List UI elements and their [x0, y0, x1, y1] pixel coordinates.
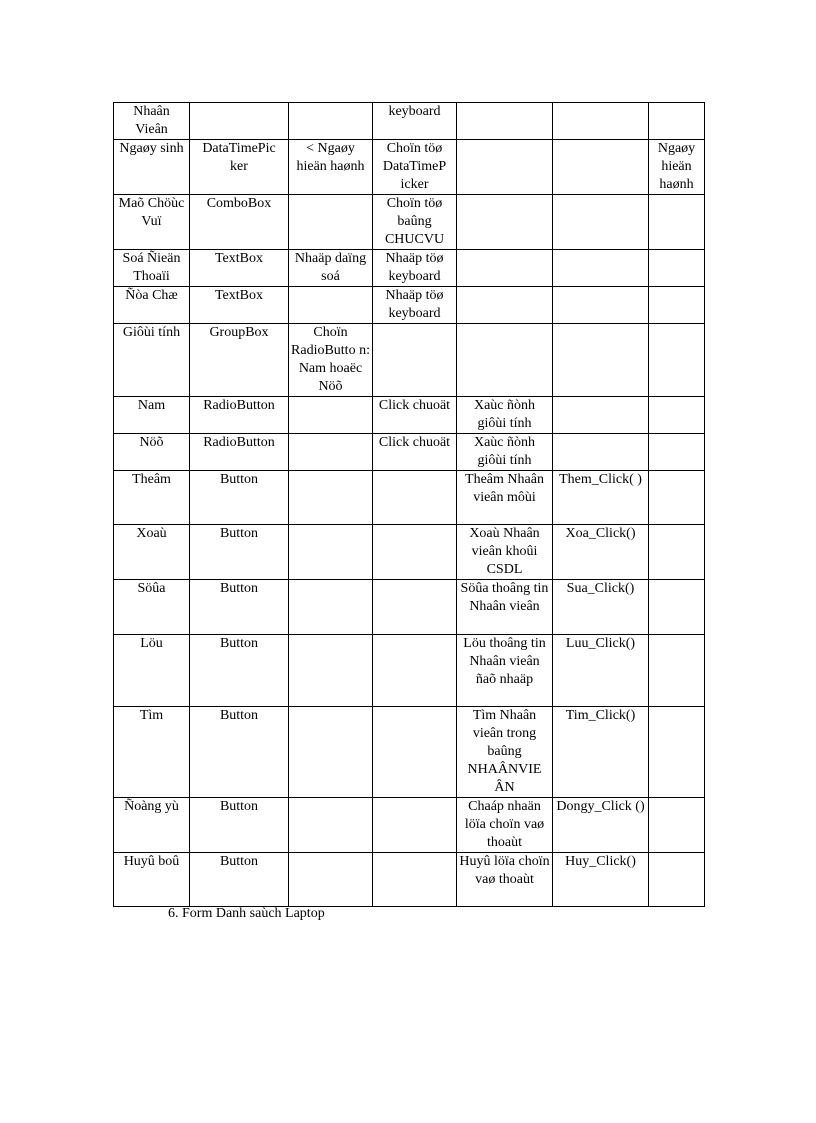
table-cell: Xoa_Click()	[553, 525, 649, 580]
table-cell: Xaùc ñònh giôùi tính	[457, 397, 553, 434]
table-cell: Ñoàng yù	[114, 798, 190, 853]
table-cell	[457, 287, 553, 324]
table-cell	[649, 434, 705, 471]
table-cell: RadioButton	[190, 397, 289, 434]
table-cell: ComboBox	[190, 195, 289, 250]
table-cell	[649, 397, 705, 434]
table-cell: Theâm Nhaân vieân môùi	[457, 471, 553, 525]
table-row	[114, 195, 705, 250]
table-cell	[289, 471, 373, 525]
table-cell	[373, 471, 457, 525]
table-cell: Button	[190, 525, 289, 580]
table-cell: Dongy_Click ()	[553, 798, 649, 853]
table-cell	[553, 397, 649, 434]
table-cell	[289, 707, 373, 798]
table-cell: Xoaù	[114, 525, 190, 580]
table-cell	[649, 707, 705, 798]
table-cell	[289, 580, 373, 635]
table-cell: Soá Ñieän Thoaïi	[114, 250, 190, 287]
table-cell	[289, 798, 373, 853]
controls-table	[113, 102, 705, 907]
table-cell	[649, 287, 705, 324]
table-cell	[649, 195, 705, 250]
table-row	[114, 525, 705, 580]
table-cell	[553, 434, 649, 471]
table-cell: Click chuoät	[373, 434, 457, 471]
table-cell	[373, 635, 457, 707]
table-cell: Nhaäp töø keyboard	[373, 287, 457, 324]
table-cell	[373, 853, 457, 907]
table-cell	[649, 525, 705, 580]
table-cell	[373, 707, 457, 798]
table-row	[114, 635, 705, 707]
table-cell	[373, 324, 457, 397]
table-cell	[649, 250, 705, 287]
table-row	[114, 324, 705, 397]
table-cell: Button	[190, 635, 289, 707]
table-row	[114, 707, 705, 798]
table-cell	[373, 798, 457, 853]
table-cell: Ngaøy hieän haønh	[649, 140, 705, 195]
table-cell	[457, 103, 553, 140]
table-cell	[457, 324, 553, 397]
table-cell	[457, 195, 553, 250]
table-cell	[457, 250, 553, 287]
table-cell: Button	[190, 798, 289, 853]
table-cell	[553, 195, 649, 250]
table-cell: Nhaân Vieân	[114, 103, 190, 140]
table-cell: Giôùi tính	[114, 324, 190, 397]
table-cell: Nam	[114, 397, 190, 434]
table-cell: Click chuoät	[373, 397, 457, 434]
table-row	[114, 798, 705, 853]
table-cell	[553, 250, 649, 287]
table-cell: Huyû löïa choïn vaø thoaùt	[457, 853, 553, 907]
table-cell	[289, 397, 373, 434]
table-cell	[373, 525, 457, 580]
table-cell: Sua_Click()	[553, 580, 649, 635]
table-cell: Nhaäp töø keyboard	[373, 250, 457, 287]
table-cell: Ngaøy sinh	[114, 140, 190, 195]
table-cell: Nöõ	[114, 434, 190, 471]
table-cell: Choïn töø DataTimeP icker	[373, 140, 457, 195]
table-cell	[289, 103, 373, 140]
table-cell	[649, 580, 705, 635]
table-cell: < Ngaøy hieän haønh	[289, 140, 373, 195]
table-cell: Choïn RadioButto n: Nam hoaëc Nöõ	[289, 324, 373, 397]
table-cell: Löu	[114, 635, 190, 707]
table-cell: Huyû boû	[114, 853, 190, 907]
table-cell: Xoaù Nhaân vieân khoûi CSDL	[457, 525, 553, 580]
table-cell: Luu_Click()	[553, 635, 649, 707]
table-cell: GroupBox	[190, 324, 289, 397]
table-cell	[649, 853, 705, 907]
table-row	[114, 397, 705, 434]
table-cell: Button	[190, 471, 289, 525]
table-cell: Tim_Click()	[553, 707, 649, 798]
table-cell	[457, 140, 553, 195]
table-cell: Choïn töø baûng CHUCVU	[373, 195, 457, 250]
table-cell: TextBox	[190, 250, 289, 287]
table-cell: TextBox	[190, 287, 289, 324]
table-cell: Huy_Click()	[553, 853, 649, 907]
table-cell	[289, 853, 373, 907]
table-cell	[649, 471, 705, 525]
table-cell: Tìm Nhaân vieân trong baûng NHAÂNVIE ÂN	[457, 707, 553, 798]
table-cell	[289, 195, 373, 250]
section-heading: 6. Form Danh saùch Laptop	[168, 906, 325, 921]
table-cell: Theâm	[114, 471, 190, 525]
table-cell	[649, 324, 705, 397]
table-cell	[553, 324, 649, 397]
table-cell: Maõ Chöùc Vuï	[114, 195, 190, 250]
table-cell: Button	[190, 853, 289, 907]
table-row	[114, 471, 705, 525]
table-cell	[553, 103, 649, 140]
table-cell: Tìm	[114, 707, 190, 798]
table-cell: Them_Click( )	[553, 471, 649, 525]
table-cell	[649, 635, 705, 707]
table-cell: Chaáp nhaän löïa choïn vaø thoaùt	[457, 798, 553, 853]
table-row	[114, 287, 705, 324]
table-cell: Söûa thoâng tin Nhaân vieân	[457, 580, 553, 635]
table-cell: Ñòa Chæ	[114, 287, 190, 324]
table-cell: Xaùc ñònh giôùi tính	[457, 434, 553, 471]
table-cell	[289, 525, 373, 580]
table-body	[114, 103, 705, 907]
table-cell	[289, 635, 373, 707]
table-cell	[373, 580, 457, 635]
table-cell	[553, 287, 649, 324]
table-row	[114, 580, 705, 635]
table-row	[114, 853, 705, 907]
table-row	[114, 103, 705, 140]
table-cell: Löu thoâng tin Nhaân vieân ñaõ nhaäp	[457, 635, 553, 707]
table-cell: DataTimePic ker	[190, 140, 289, 195]
table-row	[114, 140, 705, 195]
table-row	[114, 250, 705, 287]
table-cell: Nhaäp daïng soá	[289, 250, 373, 287]
table-cell: RadioButton	[190, 434, 289, 471]
table-cell: keyboard	[373, 103, 457, 140]
table-cell: Button	[190, 707, 289, 798]
table-cell	[289, 287, 373, 324]
table-cell	[649, 103, 705, 140]
table-cell	[190, 103, 289, 140]
table-cell	[289, 434, 373, 471]
table-cell: Söûa	[114, 580, 190, 635]
table-cell: Button	[190, 580, 289, 635]
table-cell	[649, 798, 705, 853]
table-cell	[553, 140, 649, 195]
table-row	[114, 434, 705, 471]
